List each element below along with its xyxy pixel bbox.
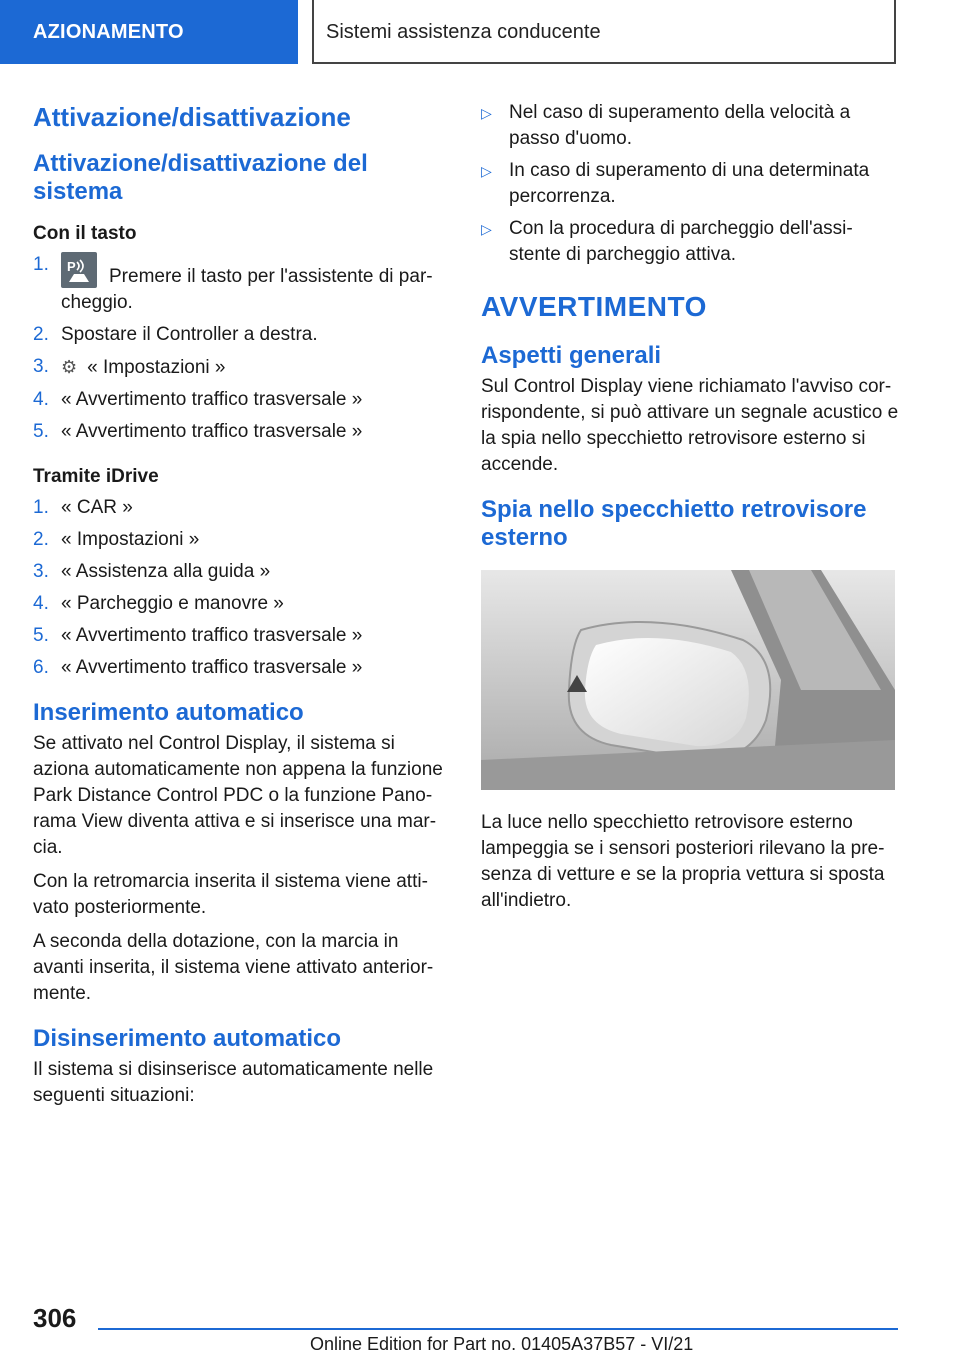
auto-on-paragraph-1: Se attivato nel Control Display, il sistema si aziona automaticamente non appena la funzione Park Distance Control PDC o la funzione Pano-rama View diventa attiva e si inserisce una mar-cia. [33, 733, 443, 858]
step-number: 6. [33, 657, 49, 678]
list-item [33, 419, 443, 445]
auto-on-paragraph-2: Con la retromarcia inserita il sistema viene atti-vato posteriormente. [33, 871, 428, 918]
step-number: 5. [33, 421, 49, 442]
list-item [33, 495, 443, 521]
edition-text: Online Edition for Part no. 01405A37B57 - VI/21 [310, 1334, 694, 1354]
step-text: « Avvertimento traffico trasversale » [61, 389, 363, 410]
step-number: 4. [33, 593, 49, 614]
section-heading: Attivazione/disattivazione [33, 102, 351, 132]
bullet-text: Nel caso di superamento della velocità a passo d'uomo. [509, 102, 851, 149]
right-column [481, 100, 899, 922]
step-number: 4. [33, 389, 49, 410]
footer-divider [98, 1328, 898, 1330]
bullet-text: In caso di superamento di una determinata percorrenza. [509, 160, 870, 207]
list-item [33, 322, 443, 348]
step-number: 2. [33, 324, 49, 345]
step-text: Premere il tasto per l'assistente di par-cheggio. [61, 266, 433, 313]
deactivation-list [481, 100, 899, 268]
list-item [33, 252, 443, 316]
step-number: 3. [33, 356, 49, 377]
step-number: 3. [33, 561, 49, 582]
step-text: « CAR » [61, 497, 133, 518]
step-text: Spostare il Controller a destra. [61, 324, 318, 345]
mirror-paragraph: La luce nello specchietto retrovisore esterno lampeggia se i sensori posteriori rilevano la pre-senza di vetture e se la propria vettura si sposta all'indietro. [481, 812, 885, 911]
step-text: « Assistenza alla guida » [61, 561, 271, 582]
triangle-bullet-icon: ▷ [481, 105, 492, 121]
step-number: 2. [33, 529, 49, 550]
auto-off-paragraph: Il sistema si disinserisce automaticamente nelle seguenti situazioni: [33, 1059, 434, 1106]
chapter-title: Sistemi assistenza conducente [312, 0, 896, 64]
left-column [33, 100, 443, 1117]
parking-assistant-key-icon [61, 252, 97, 288]
idrive-steps [33, 495, 443, 681]
settings-gear-icon: ⚙ [61, 357, 78, 377]
list-item [481, 158, 899, 210]
warning-heading: AVVERTIMENTO [481, 291, 707, 322]
step-text: « Impostazioni » [87, 357, 226, 378]
auto-on-paragraph-3: A seconda della dotazione, con la marcia in avanti inserita, il sistema viene attivato anterior-mente. [33, 931, 434, 1004]
side-mirror-photo [481, 570, 895, 790]
list-item [33, 527, 443, 553]
step-number: 1. [33, 497, 49, 518]
bullet-text: Con la procedura di parcheggio dell'assi-stente di parcheggio attiva. [509, 218, 853, 265]
list-item [481, 216, 899, 268]
with-key-subtitle: Con il tasto [33, 223, 137, 244]
auto-off-heading: Disinserimento automatico [33, 1025, 342, 1052]
svg-text:P: P [67, 259, 76, 274]
general-heading: Aspetti generali [481, 342, 662, 369]
step-text: « Parcheggio e manovre » [61, 593, 284, 614]
with-key-steps [33, 252, 443, 445]
list-item [33, 655, 443, 681]
idrive-subtitle: Tramite iDrive [33, 466, 159, 487]
step-text: « Avvertimento traffico trasversale » [61, 657, 363, 678]
general-paragraph: Sul Control Display viene richiamato l'avviso cor-rispondente, si può attivare un segnale acustico e la spia nello specchietto retrovisore esterno si accende. [481, 376, 899, 475]
mirror-heading: Spia nello specchietto retrovisore esterno [481, 496, 867, 551]
list-item [33, 623, 443, 649]
section-tab: AZIONAMENTO [0, 0, 298, 64]
triangle-bullet-icon: ▷ [481, 163, 492, 179]
page-number: 306 [33, 1303, 77, 1333]
list-item [33, 559, 443, 585]
list-item [481, 100, 899, 152]
step-text: « Avvertimento traffico trasversale » [61, 625, 363, 646]
step-text: « Impostazioni » [61, 529, 200, 550]
auto-on-heading: Inserimento automatico [33, 699, 304, 726]
triangle-bullet-icon: ▷ [481, 221, 492, 237]
list-item [33, 354, 443, 381]
list-item [33, 387, 443, 413]
subsection-heading: Attivazione/disattivazione del sistema [33, 150, 368, 205]
step-number: 1. [33, 254, 49, 275]
step-text: « Avvertimento traffico trasversale » [61, 421, 363, 442]
step-number: 5. [33, 625, 49, 646]
list-item [33, 591, 443, 617]
